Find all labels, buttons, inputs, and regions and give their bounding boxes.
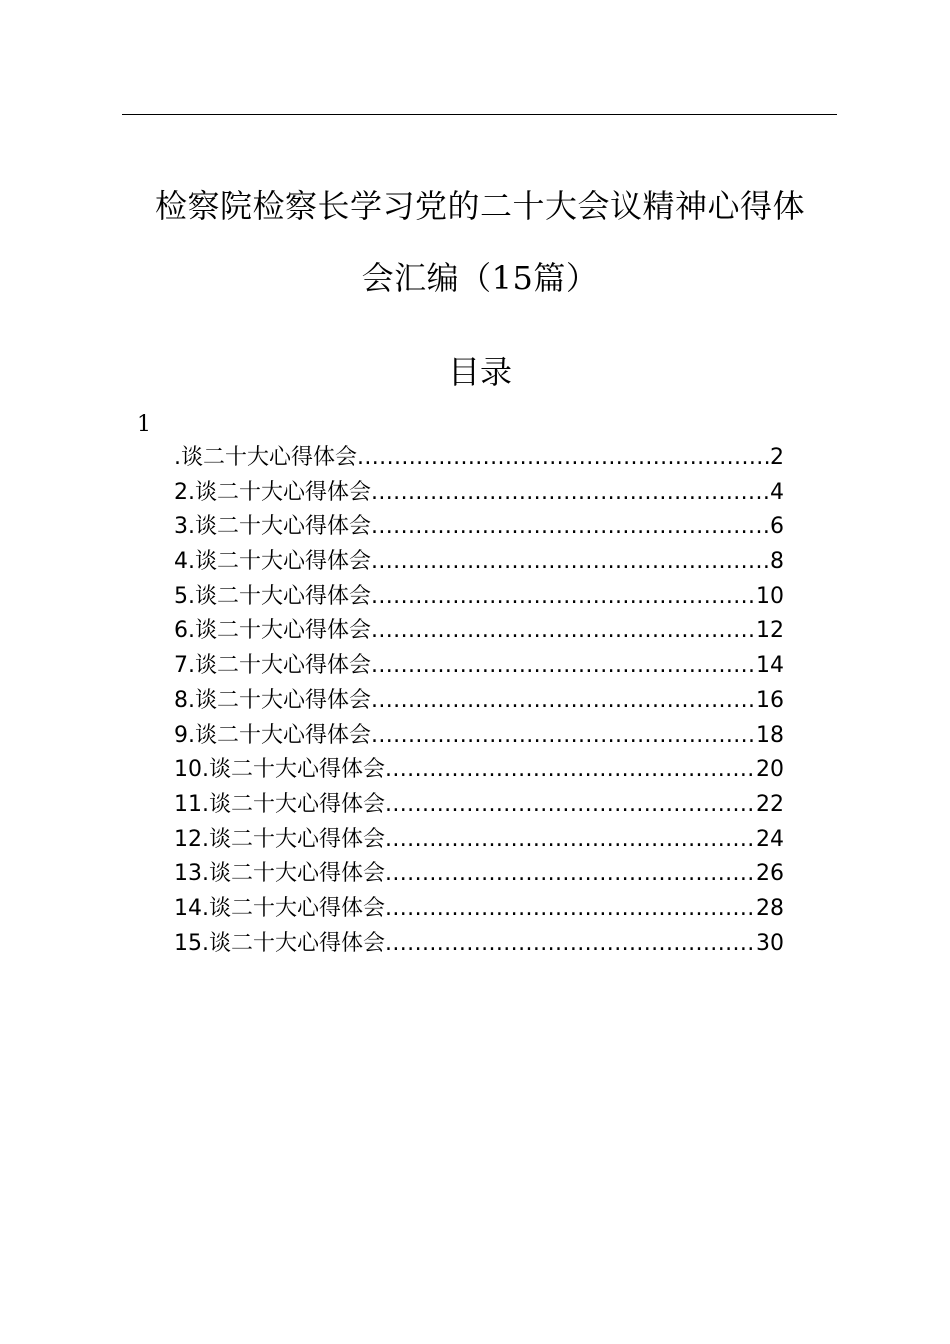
- toc-entry[interactable]: [174, 892, 784, 927]
- toc-dot-leader: [357, 441, 770, 475]
- toc-dot-leader: [385, 892, 756, 926]
- toc-entry-page: 14: [756, 653, 784, 679]
- toc-dot-leader: [385, 788, 756, 822]
- toc-entry[interactable]: [174, 857, 784, 892]
- toc-entry-page: 28: [756, 895, 784, 921]
- toc-entry[interactable]: [174, 684, 784, 719]
- toc-dot-leader: [385, 857, 756, 891]
- document-title: [110, 170, 850, 314]
- toc-dot-leader: [371, 684, 756, 718]
- toc-entry-page: 4: [770, 479, 784, 505]
- title-line-2-suffix: 篇）: [533, 259, 599, 297]
- toc-dot-leader: [371, 614, 756, 648]
- toc-entry-page: 2: [770, 445, 784, 470]
- toc-entry-label: 14.谈二十大心得体会: [174, 895, 385, 921]
- toc-entry-page: 10: [756, 583, 784, 609]
- toc-entry[interactable]: [174, 823, 784, 858]
- toc-entry[interactable]: [174, 649, 784, 684]
- toc-entry[interactable]: [174, 441, 784, 476]
- toc-entry[interactable]: [174, 753, 784, 788]
- toc-entry-label: 12.谈二十大心得体会: [174, 826, 385, 852]
- toc-entry-label: .谈二十大心得体会: [174, 445, 357, 470]
- toc-entry-label: 13.谈二十大心得体会: [174, 861, 385, 887]
- toc-heading: 目录: [447, 353, 512, 391]
- toc-entry-page: 26: [756, 861, 784, 887]
- toc-entry-page: 6: [770, 514, 784, 540]
- toc-dot-leader: [371, 545, 770, 579]
- toc-entry-page: 8: [770, 549, 784, 575]
- toc-dot-leader: [371, 719, 756, 753]
- toc-entry-label: 10.谈二十大心得体会: [174, 757, 385, 783]
- toc-entry-page: 22: [756, 791, 784, 817]
- toc-entry-label: 2.谈二十大心得体会: [174, 479, 371, 505]
- toc-dot-leader: [385, 823, 756, 857]
- toc-dot-leader: [371, 510, 770, 544]
- toc-entry[interactable]: [174, 719, 784, 754]
- toc-entry-page: 12: [756, 618, 784, 644]
- toc-dot-leader: [385, 927, 756, 961]
- toc-entry-page: 16: [756, 687, 784, 713]
- toc-entry-label: 3.谈二十大心得体会: [174, 514, 371, 540]
- toc-entry[interactable]: [174, 614, 784, 649]
- toc-entry-label: 11.谈二十大心得体会: [174, 791, 385, 817]
- toc-entry-label: 15.谈二十大心得体会: [174, 930, 385, 956]
- toc-dot-leader: [371, 476, 770, 510]
- title-line-1: 检察院检察长学习党的二十大会议精神心得体: [154, 187, 805, 225]
- toc-entry-label: 6.谈二十大心得体会: [174, 618, 371, 644]
- toc-entry[interactable]: [174, 545, 784, 580]
- toc-entry[interactable]: [174, 580, 784, 615]
- toc-entry[interactable]: [174, 788, 784, 823]
- toc-entry-page: 24: [756, 826, 784, 852]
- toc-entry[interactable]: [174, 476, 784, 511]
- toc-entry-label: 8.谈二十大心得体会: [174, 687, 371, 713]
- toc-entry-label: 4.谈二十大心得体会: [174, 549, 371, 575]
- toc-stray-number: 1: [137, 412, 151, 437]
- toc-entry[interactable]: [174, 510, 784, 545]
- title-line-2-prefix: 会汇编（: [361, 259, 492, 297]
- toc-dot-leader: [371, 649, 756, 683]
- toc-dot-leader: [385, 753, 756, 787]
- title-article-count: 15: [491, 259, 534, 297]
- toc-entry-label: 5.谈二十大心得体会: [174, 583, 371, 609]
- header-rule: [122, 114, 837, 115]
- toc-entry-label: 7.谈二十大心得体会: [174, 653, 371, 679]
- table-of-contents: [174, 441, 784, 961]
- toc-entry-page: 30: [756, 930, 784, 956]
- toc-entry[interactable]: [174, 927, 784, 962]
- toc-entry-page: 18: [756, 722, 784, 748]
- toc-entry-page: 20: [756, 757, 784, 783]
- toc-entry-label: 9.谈二十大心得体会: [174, 722, 371, 748]
- toc-dot-leader: [371, 580, 756, 614]
